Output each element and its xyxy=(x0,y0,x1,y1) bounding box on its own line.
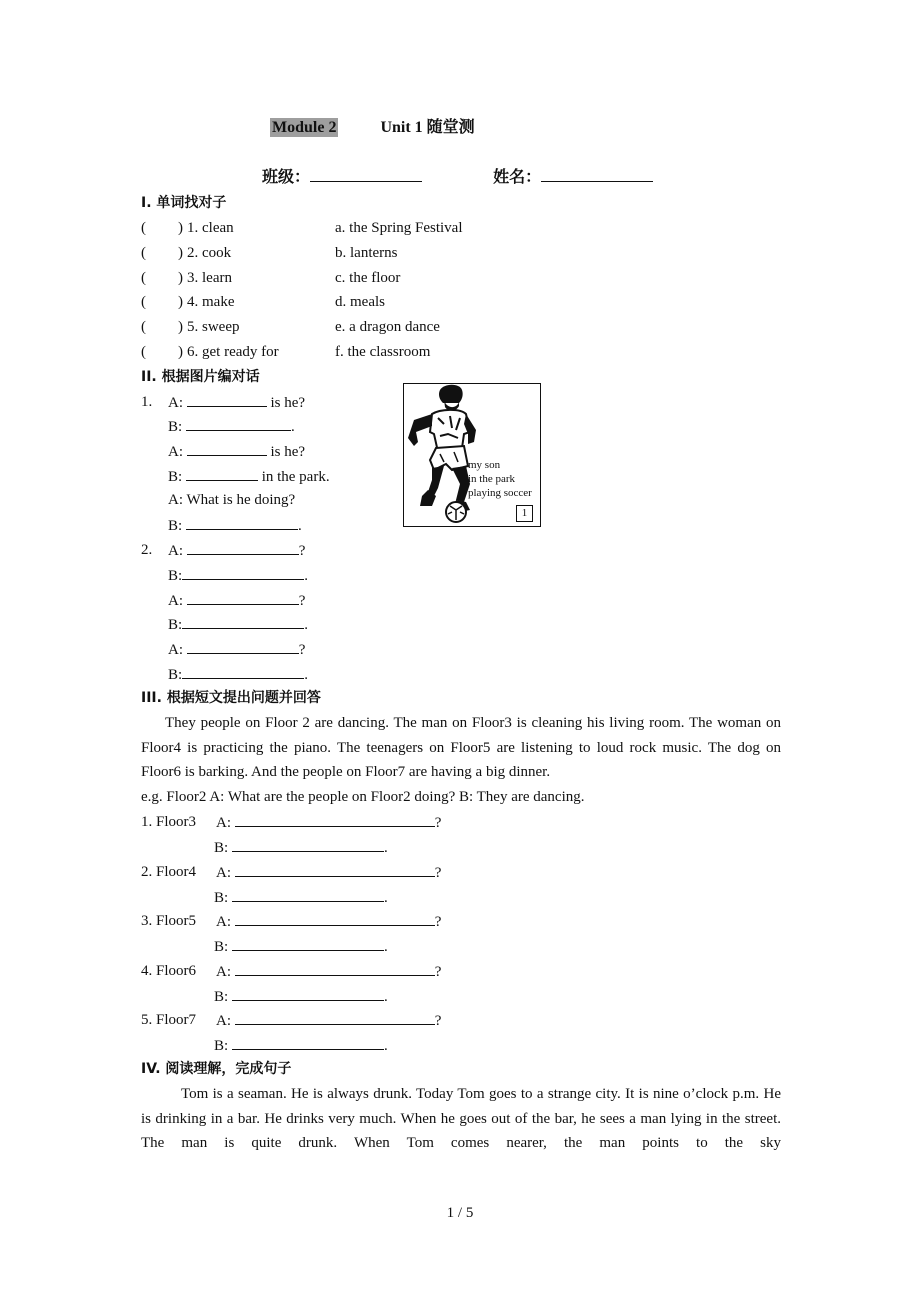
page-number: 1 / 5 xyxy=(446,1205,474,1221)
floor-label: 4. Floor6 xyxy=(141,962,197,979)
answer-blank[interactable] xyxy=(187,639,299,654)
answer-blank[interactable] xyxy=(187,590,299,605)
dialogue-line: A: ? xyxy=(168,540,305,561)
answer-blank[interactable] xyxy=(182,664,304,679)
word-item: 1. clean xyxy=(187,220,234,236)
picture-caption: playing soccer xyxy=(468,487,532,499)
answer-blank[interactable] xyxy=(232,1035,384,1050)
answer-blank[interactable] xyxy=(232,936,384,951)
answer-blank[interactable] xyxy=(235,862,435,877)
picture-caption: in the park xyxy=(468,473,516,485)
dialogue-line: B: . xyxy=(168,565,308,586)
phrase-item: c. the floor xyxy=(335,270,401,286)
question-2-number: 2. xyxy=(141,542,153,558)
phrase-item: f. the classroom xyxy=(335,344,431,360)
section3-example: e.g. Floor2 A: What are the people on Floor2 doing? B: They are dancing. xyxy=(141,789,585,805)
dialogue-line: B: . xyxy=(168,614,308,635)
answer-line: B: . xyxy=(214,837,388,858)
section3-heading: III. 根据短文提出问题并回答 xyxy=(141,690,321,706)
word-item: 2. cook xyxy=(187,245,232,261)
section3-passage: They people on Floor 2 are dancing. The man on Floor3 is cleaning his living room. The woman on Floor4 is practicing the piano. The teenagers on Floor5 are listening to loud rock music. The dog on Floor6 is barking. And the people on Floor7 are having a big dinner. xyxy=(141,715,781,781)
answer-paren-close[interactable]: ) xyxy=(178,344,183,360)
answer-blank[interactable] xyxy=(187,540,299,555)
floor-label: 1. Floor3 xyxy=(141,814,197,830)
section2-heading: II. 根据图片编对话 xyxy=(141,369,260,385)
answer-paren-close[interactable]: ) xyxy=(178,319,183,335)
word-item: 4. make xyxy=(187,294,235,310)
answer-paren-open[interactable]: ( xyxy=(141,270,146,286)
section1-heading: I. 单词找对子 xyxy=(141,195,227,211)
phrase-item: a. the Spring Festival xyxy=(335,220,463,236)
name-label: 姓名： xyxy=(493,167,542,186)
answer-blank[interactable] xyxy=(235,961,435,976)
dialogue-line: B: in the park. xyxy=(168,466,330,487)
dialogue-line: A: is he? xyxy=(168,392,305,413)
answer-blank[interactable] xyxy=(186,416,291,431)
question-line: A: ? xyxy=(216,1010,441,1031)
answer-blank[interactable] xyxy=(232,887,384,902)
floor-label: 2. Floor4 xyxy=(141,863,197,880)
question-1-number: 1. xyxy=(141,394,153,410)
answer-blank[interactable] xyxy=(235,1010,435,1025)
dialogue-line: B: . xyxy=(168,416,295,437)
class-blank[interactable] xyxy=(310,167,422,182)
name-blank[interactable] xyxy=(541,167,653,182)
answer-blank[interactable] xyxy=(187,392,267,407)
word-item: 5. sweep xyxy=(187,319,240,335)
phrase-item: d. meals xyxy=(335,294,385,310)
answer-paren-open[interactable]: ( xyxy=(141,294,146,310)
answer-line: B: . xyxy=(214,986,388,1007)
dialogue-line: A: ? xyxy=(168,590,305,611)
dialogue-line: A: What is he doing? xyxy=(168,492,296,508)
dialogue-line: B: . xyxy=(168,515,302,536)
answer-paren-close[interactable]: ) xyxy=(178,294,183,310)
module-label: Module 2 xyxy=(272,119,337,136)
section4-passage: Tom is a seaman. He is always drunk. Today Tom goes to a strange city. It is nine o’clock p.m. He is drinking in a bar. He drinks very much. When he goes out of the bar, he sees a man lying in the street. The man is quite drunk. When Tom comes nearer, the man points to the sky xyxy=(141,1086,781,1152)
answer-paren-close[interactable]: ) xyxy=(178,220,183,236)
answer-paren-close[interactable]: ) xyxy=(178,245,183,261)
question-line: A: ? xyxy=(216,911,441,932)
answer-line: B: . xyxy=(214,887,388,908)
dialogue-line: A: ? xyxy=(168,639,305,660)
answer-paren-open[interactable]: ( xyxy=(141,220,146,236)
dialogue-line: A: is he? xyxy=(168,441,305,462)
soccer-player-picture xyxy=(403,383,541,527)
question-line: A: ? xyxy=(216,961,441,982)
answer-blank[interactable] xyxy=(182,614,304,629)
page-title xyxy=(270,118,475,138)
answer-paren-open[interactable]: ( xyxy=(141,245,146,261)
picture-number: 1 xyxy=(516,505,533,522)
dialogue-line: B: . xyxy=(168,664,308,685)
answer-blank[interactable] xyxy=(235,911,435,926)
word-item: 3. learn xyxy=(187,270,232,286)
picture-caption: my son xyxy=(468,459,501,471)
question-line: A: ? xyxy=(216,862,441,883)
class-label: 班级： xyxy=(262,167,311,186)
floor-label: 3. Floor5 xyxy=(141,913,197,929)
floor-label: 5. Floor7 xyxy=(141,1012,197,1028)
word-item: 6. get ready for xyxy=(187,344,279,360)
unit-label: Unit 1 随堂测 xyxy=(380,119,475,136)
answer-blank[interactable] xyxy=(232,837,384,852)
answer-line: B: . xyxy=(214,1035,388,1056)
answer-line: B: . xyxy=(214,936,388,957)
answer-paren-open[interactable]: ( xyxy=(141,319,146,335)
class-line xyxy=(262,167,653,187)
answer-blank[interactable] xyxy=(232,986,384,1001)
answer-paren-open[interactable]: ( xyxy=(141,344,146,360)
question-line: A: ? xyxy=(216,812,441,833)
answer-blank[interactable] xyxy=(235,812,435,827)
answer-blank[interactable] xyxy=(187,441,267,456)
phrase-item: e. a dragon dance xyxy=(335,319,440,335)
answer-paren-close[interactable]: ) xyxy=(178,270,183,286)
phrase-item: b. lanterns xyxy=(335,245,398,261)
section4-heading: IV. 阅读理解，完成句子 xyxy=(141,1061,292,1077)
answer-blank[interactable] xyxy=(182,565,304,580)
answer-blank[interactable] xyxy=(186,466,258,481)
answer-blank[interactable] xyxy=(186,515,298,530)
